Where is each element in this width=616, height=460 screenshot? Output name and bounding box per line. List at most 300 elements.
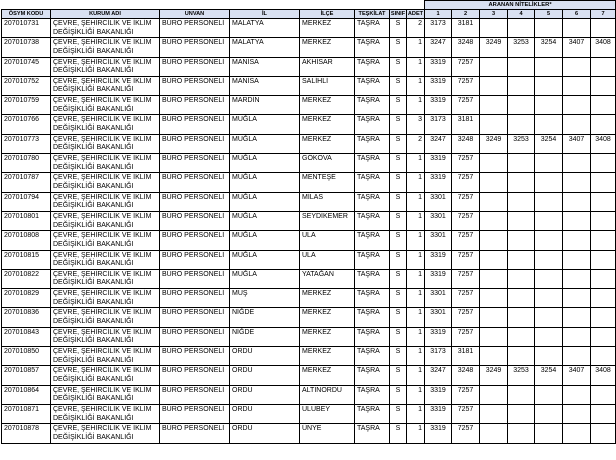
nitelik-3-cell [480, 327, 508, 346]
sinif-cell: S [390, 385, 407, 404]
il-cell: ORDU [230, 347, 300, 366]
sinif-cell: S [390, 231, 407, 250]
column-header-nitelik-1: 1 [425, 10, 452, 19]
kurum-adi-cell: ÇEVRE, ŞEHİRCİLİK VE İKLİM DEĞİŞİKLİĞİ BAKANLIĞI [51, 154, 160, 173]
nitelik-2-cell: 7257 [452, 250, 480, 269]
nitelik-4-cell [508, 154, 535, 173]
il-cell: MUĞLA [230, 134, 300, 153]
nitelik-2-cell: 7257 [452, 289, 480, 308]
table-row [2, 231, 616, 250]
sinif-cell: S [390, 173, 407, 192]
unvan-cell: BÜRO PERSONELİ [160, 424, 230, 443]
nitelik-6-cell [563, 76, 591, 95]
column-header-nitelik-5: 5 [535, 10, 563, 19]
adet-cell: 1 [407, 192, 425, 211]
sinif-cell: S [390, 115, 407, 134]
unvan-cell: BÜRO PERSONELİ [160, 38, 230, 57]
adet-cell: 1 [407, 173, 425, 192]
nitelik-6-cell: 3407 [563, 38, 591, 57]
osym-kodu-cell: 207010871 [2, 404, 51, 423]
sinif-cell: S [390, 134, 407, 153]
nitelik-2-cell: 3248 [452, 134, 480, 153]
nitelik-7-cell [591, 211, 616, 230]
nitelik-2-cell: 7257 [452, 308, 480, 327]
nitelik-7-cell [591, 173, 616, 192]
sinif-cell: S [390, 308, 407, 327]
table-row [2, 327, 616, 346]
nitelik-7-cell [591, 385, 616, 404]
ilce-cell: MERKEZ [300, 327, 355, 346]
nitelik-5-cell [535, 385, 563, 404]
osym-kodu-cell: 207010787 [2, 173, 51, 192]
unvan-cell: BÜRO PERSONELİ [160, 289, 230, 308]
table-row [2, 347, 616, 366]
column-header-kurum-adi: KURUM ADI [51, 10, 160, 19]
table-row [2, 76, 616, 95]
teskilat-cell: TAŞRA [355, 424, 390, 443]
nitelik-7-cell [591, 404, 616, 423]
osym-kodu-cell: 207010878 [2, 424, 51, 443]
adet-cell: 1 [407, 57, 425, 76]
nitelik-2-cell: 7257 [452, 154, 480, 173]
nitelik-3-cell [480, 57, 508, 76]
nitelik-4-cell [508, 115, 535, 134]
kurum-adi-cell: ÇEVRE, ŞEHİRCİLİK VE İKLİM DEĞİŞİKLİĞİ BAKANLIĞI [51, 269, 160, 288]
sinif-cell: S [390, 38, 407, 57]
osym-kodu-cell: 207010843 [2, 327, 51, 346]
unvan-cell: BÜRO PERSONELİ [160, 134, 230, 153]
kurum-adi-cell: ÇEVRE, ŞEHİRCİLİK VE İKLİM DEĞİŞİKLİĞİ BAKANLIĞI [51, 96, 160, 115]
ilce-cell: YATAĞAN [300, 269, 355, 288]
ilce-cell: ALTINORDU [300, 385, 355, 404]
nitelik-1-cell: 3247 [425, 366, 452, 385]
group-header-spacer [2, 1, 425, 10]
adet-cell: 1 [407, 385, 425, 404]
ilce-cell: AKHİSAR [300, 57, 355, 76]
nitelik-6-cell [563, 404, 591, 423]
kurum-adi-cell: ÇEVRE, ŞEHİRCİLİK VE İKLİM DEĞİŞİKLİĞİ BAKANLIĞI [51, 76, 160, 95]
sinif-cell: S [390, 76, 407, 95]
unvan-cell: BÜRO PERSONELİ [160, 192, 230, 211]
nitelik-7-cell [591, 76, 616, 95]
nitelik-3-cell [480, 96, 508, 115]
nitelik-7-cell [591, 347, 616, 366]
nitelik-3-cell [480, 211, 508, 230]
nitelik-6-cell [563, 154, 591, 173]
il-cell: ORDU [230, 366, 300, 385]
osym-kodu-cell: 207010808 [2, 231, 51, 250]
teskilat-cell: TAŞRA [355, 366, 390, 385]
nitelik-1-cell: 3173 [425, 19, 452, 38]
teskilat-cell: TAŞRA [355, 192, 390, 211]
table-row [2, 192, 616, 211]
nitelik-7-cell: 3408 [591, 38, 616, 57]
nitelik-5-cell [535, 424, 563, 443]
nitelik-6-cell [563, 173, 591, 192]
nitelik-3-cell: 3249 [480, 134, 508, 153]
nitelik-3-cell [480, 424, 508, 443]
column-header-nitelik-3: 3 [480, 10, 508, 19]
nitelik-1-cell: 3319 [425, 269, 452, 288]
nitelik-5-cell [535, 308, 563, 327]
nitelik-4-cell [508, 211, 535, 230]
teskilat-cell: TAŞRA [355, 404, 390, 423]
column-header-osym-kodu: ÖSYM KODU [2, 10, 51, 19]
nitelik-6-cell: 3407 [563, 366, 591, 385]
il-cell: MUŞ [230, 289, 300, 308]
teskilat-cell: TAŞRA [355, 38, 390, 57]
nitelik-3-cell [480, 19, 508, 38]
nitelik-7-cell [591, 269, 616, 288]
nitelik-7-cell [591, 308, 616, 327]
nitelik-2-cell: 3248 [452, 366, 480, 385]
adet-cell: 1 [407, 231, 425, 250]
nitelik-2-cell: 7257 [452, 385, 480, 404]
kurum-adi-cell: ÇEVRE, ŞEHİRCİLİK VE İKLİM DEĞİŞİKLİĞİ BAKANLIĞI [51, 289, 160, 308]
column-header-sinif: SINIF [390, 11, 406, 17]
nitelik-5-cell [535, 289, 563, 308]
teskilat-cell: TAŞRA [355, 250, 390, 269]
ilce-cell: SALİHLİ [300, 76, 355, 95]
nitelik-7-cell [591, 115, 616, 134]
il-cell: MANİSA [230, 57, 300, 76]
teskilat-cell: TAŞRA [355, 76, 390, 95]
column-header-nitelik-4: 4 [508, 10, 535, 19]
sinif-cell: S [390, 327, 407, 346]
osym-kodu-cell: 207010752 [2, 76, 51, 95]
adet-cell: 1 [407, 404, 425, 423]
nitelik-1-cell: 3319 [425, 57, 452, 76]
nitelik-7-cell [591, 327, 616, 346]
nitelik-6-cell [563, 231, 591, 250]
il-cell: MUĞLA [230, 231, 300, 250]
table-row [2, 385, 616, 404]
nitelik-7-cell: 3408 [591, 366, 616, 385]
nitelik-1-cell: 3319 [425, 173, 452, 192]
kurum-adi-cell: ÇEVRE, ŞEHİRCİLİK VE İKLİM DEĞİŞİKLİĞİ BAKANLIĞI [51, 192, 160, 211]
adet-cell: 1 [407, 154, 425, 173]
sinif-cell: S [390, 250, 407, 269]
column-header-nitelik-2: 2 [452, 10, 480, 19]
nitelik-3-cell [480, 154, 508, 173]
sinif-cell: S [390, 347, 407, 366]
il-cell: NİĞDE [230, 327, 300, 346]
il-cell: MANİSA [230, 76, 300, 95]
nitelik-2-cell: 7257 [452, 211, 480, 230]
nitelik-3-cell [480, 192, 508, 211]
sinif-cell: S [390, 269, 407, 288]
nitelik-1-cell: 3319 [425, 424, 452, 443]
ilce-cell: MERKEZ [300, 38, 355, 57]
nitelik-1-cell: 3301 [425, 289, 452, 308]
nitelik-2-cell: 3181 [452, 19, 480, 38]
nitelik-5-cell [535, 250, 563, 269]
kurum-adi-cell: ÇEVRE, ŞEHİRCİLİK VE İKLİM DEĞİŞİKLİĞİ BAKANLIĞI [51, 173, 160, 192]
sinif-cell: S [390, 154, 407, 173]
nitelik-3-cell: 3249 [480, 366, 508, 385]
nitelik-5-cell [535, 57, 563, 76]
nitelik-2-cell: 7257 [452, 173, 480, 192]
sinif-cell: S [390, 96, 407, 115]
unvan-cell: BÜRO PERSONELİ [160, 347, 230, 366]
nitelik-2-cell: 7257 [452, 404, 480, 423]
nitelik-1-cell: 3173 [425, 115, 452, 134]
nitelik-7-cell: 3408 [591, 134, 616, 153]
sinif-cell: S [390, 192, 407, 211]
ilce-cell: ULUBEY [300, 404, 355, 423]
ilce-cell: MERKEZ [300, 308, 355, 327]
nitelik-4-cell [508, 385, 535, 404]
column-header-nitelik-6: 6 [563, 10, 591, 19]
unvan-cell: BÜRO PERSONELİ [160, 154, 230, 173]
nitelik-6-cell [563, 385, 591, 404]
nitelik-3-cell: 3249 [480, 38, 508, 57]
il-cell: MUĞLA [230, 173, 300, 192]
osym-kodu-cell: 207010780 [2, 154, 51, 173]
nitelik-1-cell: 3247 [425, 38, 452, 57]
nitelik-4-cell [508, 347, 535, 366]
nitelik-7-cell [591, 19, 616, 38]
osym-kodu-cell: 207010822 [2, 269, 51, 288]
table-row [2, 134, 616, 153]
teskilat-cell: TAŞRA [355, 327, 390, 346]
osym-kodu-cell: 207010759 [2, 96, 51, 115]
nitelik-3-cell [480, 308, 508, 327]
nitelik-2-cell: 3181 [452, 115, 480, 134]
nitelik-3-cell [480, 347, 508, 366]
table-row [2, 269, 616, 288]
nitelik-5-cell [535, 269, 563, 288]
il-cell: MUĞLA [230, 211, 300, 230]
nitelik-6-cell [563, 347, 591, 366]
nitelik-6-cell: 3407 [563, 134, 591, 153]
nitelik-2-cell: 7257 [452, 327, 480, 346]
teskilat-cell: TAŞRA [355, 57, 390, 76]
teskilat-cell: TAŞRA [355, 211, 390, 230]
teskilat-cell: TAŞRA [355, 269, 390, 288]
nitelik-1-cell: 3319 [425, 154, 452, 173]
nitelik-1-cell: 3319 [425, 250, 452, 269]
nitelik-5-cell: 3254 [535, 134, 563, 153]
kurum-adi-cell: ÇEVRE, ŞEHİRCİLİK VE İKLİM DEĞİŞİKLİĞİ BAKANLIĞI [51, 57, 160, 76]
osym-kodu-cell: 207010850 [2, 347, 51, 366]
nitelik-2-cell: 7257 [452, 76, 480, 95]
nitelik-7-cell [591, 57, 616, 76]
sinif-cell: S [390, 57, 407, 76]
kurum-adi-cell: ÇEVRE, ŞEHİRCİLİK VE İKLİM DEĞİŞİKLİĞİ BAKANLIĞI [51, 250, 160, 269]
unvan-cell: BÜRO PERSONELİ [160, 96, 230, 115]
il-cell: ORDU [230, 424, 300, 443]
table-row [2, 38, 616, 57]
nitelik-3-cell [480, 269, 508, 288]
ilce-cell: MENTEŞE [300, 173, 355, 192]
nitelik-4-cell [508, 308, 535, 327]
osym-kodu-cell: 207010731 [2, 19, 51, 38]
unvan-cell: BÜRO PERSONELİ [160, 115, 230, 134]
kurum-adi-cell: ÇEVRE, ŞEHİRCİLİK VE İKLİM DEĞİŞİKLİĞİ BAKANLIĞI [51, 211, 160, 230]
ilce-cell: MİLAS [300, 192, 355, 211]
nitelik-2-cell: 7257 [452, 269, 480, 288]
table-row [2, 19, 616, 38]
il-cell: NİĞDE [230, 308, 300, 327]
il-cell: MUĞLA [230, 154, 300, 173]
column-header-il: İL [230, 10, 300, 19]
sinif-cell: S [390, 289, 407, 308]
adet-cell: 1 [407, 211, 425, 230]
nitelik-5-cell [535, 154, 563, 173]
teskilat-cell: TAŞRA [355, 308, 390, 327]
nitelik-5-cell [535, 115, 563, 134]
nitelik-4-cell [508, 424, 535, 443]
nitelik-4-cell [508, 19, 535, 38]
il-cell: MUĞLA [230, 250, 300, 269]
nitelik-6-cell [563, 250, 591, 269]
osym-kodu-cell: 207010815 [2, 250, 51, 269]
nitelik-3-cell [480, 231, 508, 250]
nitelik-2-cell: 7257 [452, 96, 480, 115]
kurum-adi-cell: ÇEVRE, ŞEHİRCİLİK VE İKLİM DEĞİŞİKLİĞİ BAKANLIĞI [51, 19, 160, 38]
kurum-adi-cell: ÇEVRE, ŞEHİRCİLİK VE İKLİM DEĞİŞİKLİĞİ BAKANLIĞI [51, 385, 160, 404]
unvan-cell: BÜRO PERSONELİ [160, 19, 230, 38]
kurum-adi-cell: ÇEVRE, ŞEHİRCİLİK VE İKLİM DEĞİŞİKLİĞİ BAKANLIĞI [51, 366, 160, 385]
nitelik-3-cell [480, 76, 508, 95]
nitelik-1-cell: 3173 [425, 347, 452, 366]
adet-cell: 1 [407, 269, 425, 288]
nitelik-5-cell [535, 76, 563, 95]
kurum-adi-cell: ÇEVRE, ŞEHİRCİLİK VE İKLİM DEĞİŞİKLİĞİ BAKANLIĞI [51, 38, 160, 57]
osym-kodu-cell: 207010794 [2, 192, 51, 211]
teskilat-cell: TAŞRA [355, 115, 390, 134]
nitelik-6-cell [563, 96, 591, 115]
adet-cell: 1 [407, 327, 425, 346]
nitelik-2-cell: 7257 [452, 57, 480, 76]
nitelik-5-cell [535, 327, 563, 346]
il-cell: MUĞLA [230, 192, 300, 211]
nitelik-2-cell: 7257 [452, 231, 480, 250]
nitelik-4-cell [508, 231, 535, 250]
kurum-adi-cell: ÇEVRE, ŞEHİRCİLİK VE İKLİM DEĞİŞİKLİĞİ BAKANLIĞI [51, 424, 160, 443]
unvan-cell: BÜRO PERSONELİ [160, 366, 230, 385]
nitelik-7-cell [591, 96, 616, 115]
sinif-cell: S [390, 19, 407, 38]
adet-cell: 1 [407, 250, 425, 269]
kurum-adi-cell: ÇEVRE, ŞEHİRCİLİK VE İKLİM DEĞİŞİKLİĞİ BAKANLIĞI [51, 308, 160, 327]
nitelik-1-cell: 3301 [425, 231, 452, 250]
table-row [2, 211, 616, 230]
unvan-cell: BÜRO PERSONELİ [160, 327, 230, 346]
ilce-cell: MERKEZ [300, 347, 355, 366]
nitelik-6-cell [563, 192, 591, 211]
teskilat-cell: TAŞRA [355, 231, 390, 250]
nitelik-4-cell: 3253 [508, 38, 535, 57]
unvan-cell: BÜRO PERSONELİ [160, 173, 230, 192]
nitelik-3-cell [480, 250, 508, 269]
ilce-cell: ULA [300, 231, 355, 250]
teskilat-cell: TAŞRA [355, 385, 390, 404]
teskilat-cell: TAŞRA [355, 347, 390, 366]
nitelik-6-cell [563, 308, 591, 327]
column-header-row [2, 10, 616, 19]
ilce-cell: SEYDİKEMER [300, 211, 355, 230]
kurum-adi-cell: ÇEVRE, ŞEHİRCİLİK VE İKLİM DEĞİŞİKLİĞİ BAKANLIĞI [51, 115, 160, 134]
adet-cell: 1 [407, 38, 425, 57]
nitelik-1-cell: 3319 [425, 404, 452, 423]
nitelik-1-cell: 3301 [425, 308, 452, 327]
table-row [2, 404, 616, 423]
adet-cell: 2 [407, 134, 425, 153]
ilce-cell: GÖKOVA [300, 154, 355, 173]
nitelik-5-cell [535, 192, 563, 211]
nitelik-4-cell [508, 76, 535, 95]
il-cell: MARDİN [230, 96, 300, 115]
nitelik-5-cell [535, 96, 563, 115]
teskilat-cell: TAŞRA [355, 154, 390, 173]
nitelik-3-cell [480, 289, 508, 308]
nitelik-1-cell: 3301 [425, 192, 452, 211]
nitelik-6-cell [563, 211, 591, 230]
nitelik-5-cell [535, 19, 563, 38]
table-row [2, 154, 616, 173]
nitelik-1-cell: 3301 [425, 211, 452, 230]
nitelik-1-cell: 3319 [425, 385, 452, 404]
nitelik-4-cell: 3253 [508, 366, 535, 385]
adet-cell: 1 [407, 76, 425, 95]
positions-table [1, 0, 616, 444]
nitelik-2-cell: 7257 [452, 424, 480, 443]
nitelik-4-cell [508, 57, 535, 76]
nitelik-6-cell [563, 327, 591, 346]
ilce-cell: ULA [300, 250, 355, 269]
osym-kodu-cell: 207010773 [2, 134, 51, 153]
nitelik-2-cell: 3248 [452, 38, 480, 57]
kurum-adi-cell: ÇEVRE, ŞEHİRCİLİK VE İKLİM DEĞİŞİKLİĞİ BAKANLIĞI [51, 327, 160, 346]
nitelik-1-cell: 3319 [425, 327, 452, 346]
nitelik-6-cell [563, 19, 591, 38]
kurum-adi-cell: ÇEVRE, ŞEHİRCİLİK VE İKLİM DEĞİŞİKLİĞİ BAKANLIĞI [51, 134, 160, 153]
nitelik-4-cell [508, 250, 535, 269]
adet-cell: 1 [407, 289, 425, 308]
unvan-cell: BÜRO PERSONELİ [160, 76, 230, 95]
column-header-unvan: UNVAN [160, 10, 230, 19]
nitelik-7-cell [591, 424, 616, 443]
ilce-cell: MERKEZ [300, 96, 355, 115]
nitelik-4-cell [508, 173, 535, 192]
teskilat-cell: TAŞRA [355, 96, 390, 115]
adet-cell: 1 [407, 347, 425, 366]
table-row [2, 173, 616, 192]
teskilat-cell: TAŞRA [355, 134, 390, 153]
osym-kodu-cell: 207010864 [2, 385, 51, 404]
ilce-cell: ÜNYE [300, 424, 355, 443]
teskilat-cell: TAŞRA [355, 173, 390, 192]
kurum-adi-cell: ÇEVRE, ŞEHİRCİLİK VE İKLİM DEĞİŞİKLİĞİ BAKANLIĞI [51, 404, 160, 423]
kurum-adi-cell: ÇEVRE, ŞEHİRCİLİK VE İKLİM DEĞİŞİKLİĞİ BAKANLIĞI [51, 231, 160, 250]
adet-cell: 1 [407, 308, 425, 327]
sinif-cell: S [390, 366, 407, 385]
nitelik-6-cell [563, 424, 591, 443]
nitelik-1-cell: 3247 [425, 134, 452, 153]
adet-cell: 2 [407, 19, 425, 38]
sinif-cell: S [390, 211, 407, 230]
nitelik-6-cell [563, 57, 591, 76]
group-header-row [2, 1, 616, 10]
nitelik-5-cell: 3254 [535, 38, 563, 57]
nitelik-1-cell: 3319 [425, 76, 452, 95]
nitelik-5-cell [535, 211, 563, 230]
nitelik-7-cell [591, 154, 616, 173]
teskilat-cell: TAŞRA [355, 289, 390, 308]
unvan-cell: BÜRO PERSONELİ [160, 404, 230, 423]
